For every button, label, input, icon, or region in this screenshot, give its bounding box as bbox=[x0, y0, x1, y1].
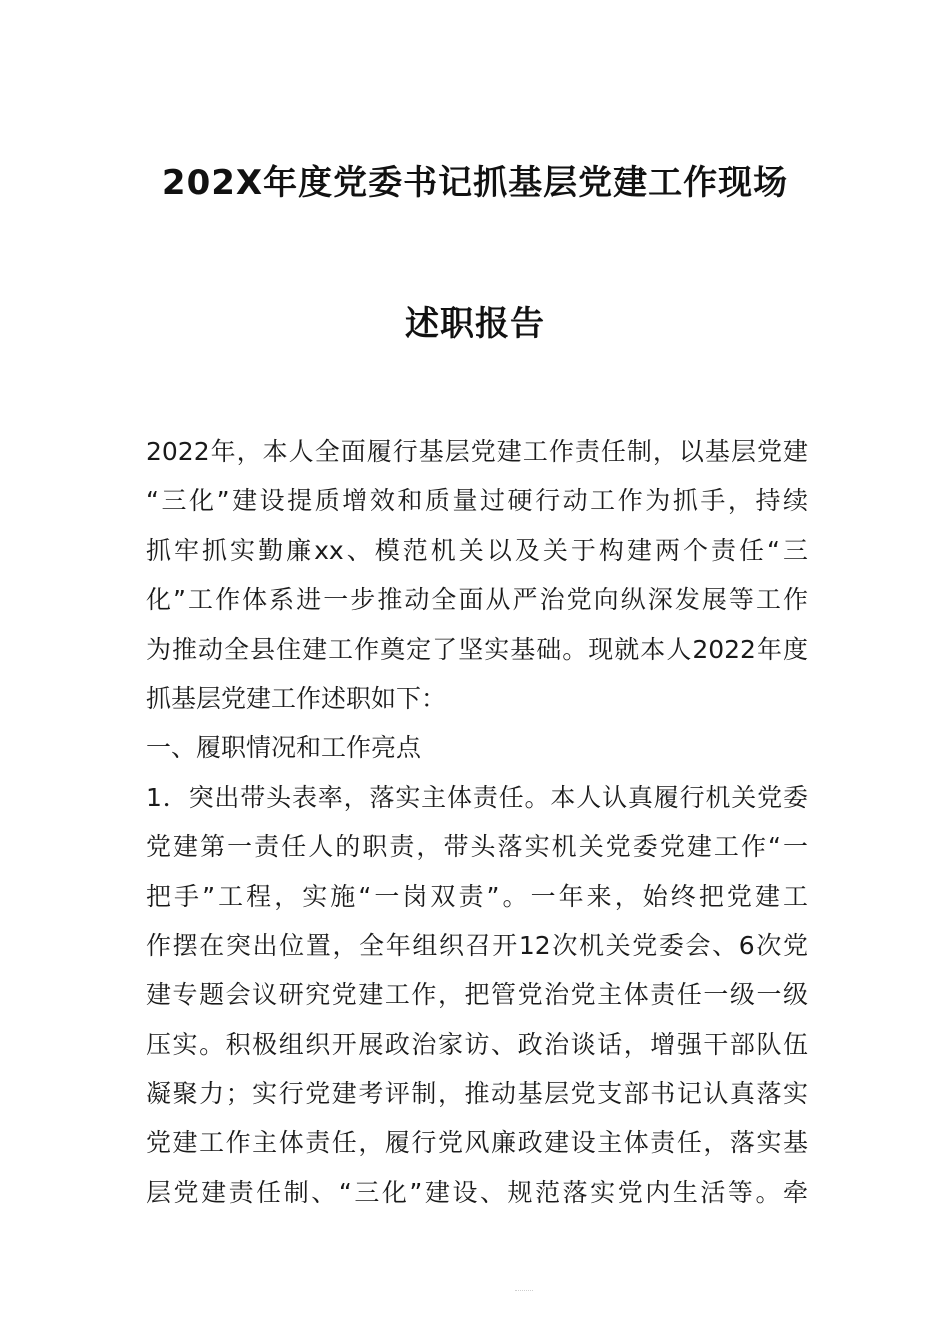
body-line: 把手”工程，实施“一岗双责”。一年来，始终把党建工 bbox=[146, 881, 808, 911]
body-line: 层党建责任制、“三化”建设、规范落实党内生活等。牵 bbox=[146, 1177, 808, 1207]
section-heading: 一、履职情况和工作亮点 bbox=[146, 733, 422, 763]
body-line: 1．突出带头表率，落实主体责任。本人认真履行机关党委 bbox=[146, 782, 808, 812]
body-line: 党建第一责任人的职责，带头落实机关党委党建工作“一 bbox=[146, 832, 808, 862]
body-line: 建专题会议研究党建工作，把管党治党主体责任一级一级 bbox=[146, 980, 808, 1010]
document-body bbox=[146, 427, 808, 1217]
document-title-line-1: 202X年度党委书记抓基层党建工作现场 bbox=[161, 163, 789, 203]
body-line: 抓基层党建工作述职如下： bbox=[146, 683, 447, 713]
body-line: 作摆在突出位置，全年组织召开12次机关党委会、6次党 bbox=[146, 930, 808, 960]
body-line: 压实。积极组织开展政治家访、政治谈话，增强干部队伍 bbox=[146, 1029, 808, 1059]
document-title-line-2: 述职报告 bbox=[405, 304, 545, 344]
page-footer-mark bbox=[515, 1290, 533, 1297]
body-line: 化”工作体系进一步推动全面从严治党向纵深发展等工作 bbox=[146, 585, 808, 615]
body-line: 抓牢抓实勤廉xx、模范机关以及关于构建两个责任“三 bbox=[146, 535, 808, 565]
body-line: 党建工作主体责任，履行党风廉政建设主体责任，落实基 bbox=[146, 1128, 808, 1158]
body-line: 为推动全县住建工作奠定了坚实基础。现就本人2022年度 bbox=[146, 634, 808, 664]
body-line: 凝聚力；实行党建考评制，推动基层党支部书记认真落实 bbox=[146, 1079, 808, 1109]
body-line: 2022年，本人全面履行基层党建工作责任制，以基层党建 bbox=[146, 437, 808, 466]
body-line: “三化”建设提质增效和质量过硬行动工作为抓手，持续 bbox=[146, 486, 808, 516]
